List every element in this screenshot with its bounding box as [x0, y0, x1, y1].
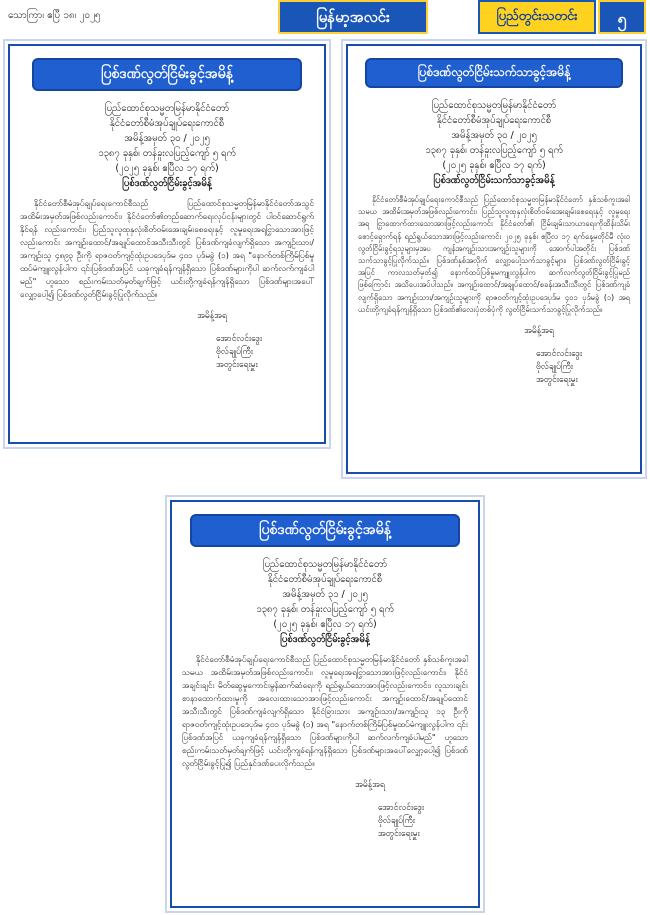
notice-order-30-reduction	[346, 44, 642, 474]
notice-body: နိုင်ငံတော်စီမံအုပ်ချုပ်ရေးကောင်စီသည် ပြည်ထောင်စုသမ္မတမြန်မာနိုင်ငံတော် နှစ်သစ်ကူးအခါသမယ အထိမ်းအမှတ်အဖြစ်လည်းကောင်း၊ လူမှုရေးအရငြှာသောအားဖြင့်လည်းကောင်း၊ နိုင်ငံအချင်းချင်း မိတ်ဆွေမှုကောင်းမွန်ဆက်ဆံရေးကို ရည်ရွယ်သောအားဖြင့်လည်းကောင်း၊ လူသားချင်းစာနာထောက်ထားမှုကို အလေးထားသောအားဖြင့်လည်းကောင်း အကျဉ်းထောင်/အချုပ်ထောင်အသီးသီးတွင် ပြစ်ဒဏ်ကျခံလျက်ရှိသော နိုင်ငံခြားသား အကျဉ်းသား/အကျဉ်းသူ ၁၃ ဦးကို ရာဇဝတ်ကျင့်ထုံးဥပဒေပုဒ်မ ၄၀၁ ပုဒ်မခွဲ (၁) အရ "နောက်တစ်ကြိမ်ပြစ်မှုထပ်မံကျူးလွန်ပါက ၎င်းပြစ်ဒဏ်အပြင် ယခုကျခံရန်ကျန်ရှိသော ပြစ်ဒဏ်များကိုပါ ဆက်လက်ကျခံပါမည်" ဟူသော စည်းကမ်းသတ်မှတ်ချက်ဖြင့် ယင်းတို့ကျခံရန်ကျန်ရှိသော ပြစ်ဒဏ်များအပေါ်လျှော့ပေါ့၍ ပြစ်ဒဏ်လွတ်ငြိမ်းခွင့်ပြု၍ ပြည်နှင်ဒဏ်ပေးလိုက်သည်။	[182, 654, 468, 768]
order-by: အမိန့်အရ	[355, 780, 385, 790]
section-title: ပြည်တွင်းသတင်း	[478, 0, 596, 34]
ref-line: ပြစ်ဒဏ်လွတ်ငြိမ်းခွင့်အမိန့်	[280, 634, 370, 645]
order-by: အမိန့်အရ	[524, 326, 554, 337]
signatory-title: အတွင်းရေးမှူး	[536, 375, 578, 386]
notice-order-31	[170, 500, 480, 908]
notice-banner: ပြစ်ဒဏ်လွတ်ငြိမ်းခွင့်အမိန့်	[32, 58, 302, 91]
ref-line: ပြစ်ဒဏ်လွတ်ငြိမ်းခွင့်အမိန့်	[122, 178, 212, 189]
signature-block	[358, 348, 630, 387]
notice-reference	[358, 98, 630, 188]
signatory-name: အောင်လင်းဒွေး	[378, 803, 425, 813]
page-number: ၅	[598, 0, 646, 34]
signatory-rank: ဗိုလ်ချုပ်ကြီး	[216, 347, 253, 357]
ref-line: အမိန့်အမှတ် ၃၀ / ၂၀၂၅	[124, 133, 210, 144]
ref-line: ၁၃၈၇ ခုနှစ်၊ တန်ခူးလပြည့်ကျော် ၅ ရက်	[256, 604, 394, 615]
newspaper-header	[0, 0, 650, 36]
ref-line: (၂၀၂၅ ခုနှစ်၊ ဧပြီလ ၁၇ ရက်)	[115, 163, 219, 174]
notice-body: နိုင်ငံတော်စီမံအုပ်ချုပ်ရေးကောင်စီသည် ပြည်ထောင်စုသမ္မတမြန်မာနိုင်ငံတော်အသွင် အထိမ်းအမှတ်အဖြစ်လည်းကောင်း၊ နိုင်ငံတော်၏တည်ဆောက်ရေးလုပ်ငန်းများတွင် ပါဝင်ဆောင်ရွက်နိုင်ရန် လည်းကောင်း၊ ပြည်သူလူထုနှလုံးစိတ်ဝမ်းအေးချမ်းစေရေးနှင့် လူမှုရေးအရငြှာသောအားဖြင့် လည်းကောင်း အကျဉ်းထောင်/အချုပ်ထောင်အသီးသီးတွင် ပြစ်ဒဏ်ကျခံလျက်ရှိသော အကျဉ်းသား/အကျဉ်းသူ ၄၈၉၃ ဦးကို ရာဇဝတ်ကျင့်ထုံးဥပဒေပုဒ်မ ၄၀၁ ပုဒ်မခွဲ (၁) အရ "နောက်တစ်ကြိမ်ပြစ်မှု ထပ်မံကျူးလွန်ပါက ၎င်းပြစ်ဒဏ်အပြင် ယခုကျခံရန်ကျန်ရှိသော ပြစ်ဒဏ်များကိုပါ ဆက်လက်ကျခံပါမည်" ဟူသော စည်းကမ်းသတ်မှတ်ချက်ဖြင့် ယင်းတို့ကျခံရန်ကျန်ရှိသော ပြစ်ဒဏ်များအပေါ် လျှော့ပေါ့၍ ပြစ်ဒဏ်လွတ်ငြိမ်းခွင့်ပြုလိုက်သည်။	[20, 198, 314, 299]
signatory-name: အောင်လင်းဒွေး	[216, 334, 263, 344]
signatory-rank: ဗိုလ်ချုပ်ကြီး	[536, 362, 573, 373]
ref-line: နိုင်ငံတော်စီမံအုပ်ချုပ်ရေးကောင်စီ	[267, 574, 383, 585]
ref-line: ၁၃၈၇ ခုနှစ်၊ တန်ခူးလပြည့်ကျော် ၅ ရက်	[425, 145, 563, 156]
notice-body: နိုင်ငံတော်စီမံအုပ်ချုပ်ရေးကောင်စီသည် ပြည်ထောင်စုသမ္မတမြန်မာနိုင်ငံတော် နှစ်သစ်ကူးအခါသမယ အထိမ်းအမှတ်အဖြစ်လည်းကောင်း၊ ပြည်သူလူထုနှလုံးစိတ်ဝမ်းအေးချမ်းစေရေးနှင့် လူမှုရေးအရ ငြှာထောက်ထားသောအားဖြင့်လည်းကောင်း နိုင်ငံတော်၏ ငြိမ်းချမ်းသာယာရေးကိုထိန်းသိမ်းစောင့်ရှောက်ရန် ရည်ရွယ်သောအားဖြင့်လည်းကောင်း ၂၀၂၅ ခုနှစ်၊ ဧပြီလ ၁၇ ရက်နေ့မတိုင်မီ လုံးဝလွတ်ငြိမ်းခွင့်ရသူများမှအပ ကျန်အကျဉ်းသားအကျဉ်းသူများကို အောက်ပါအတိုင်း ပြစ်ဒဏ်သက်သာခွင့်ပြုလိုက်သည်။ ပြစ်ဒဏ်နှစ်အလိုက် လျှော့ပေါ့သက်သာခွင့်များ၊ ပြစ်ဒဏ်လွတ်ငြိမ်းခွင့်အပြင် ကာလသတ်မှတ်၍ နောက်ထပ်ပြစ်မှုမကျူးလွန်ပါက ဆက်လက်လွတ်ငြိမ်းခွင့်ပြုမည်ဖြစ်ကြောင်း အသိပေးအပ်ပါသည်။ အကျဉ်းထောင်/အချုပ်ထောင်/စခန်းအသီးသီးတွင် ပြစ်ဒဏ်ကျခံလျက်ရှိသော အကျဉ်းသား/အကျဉ်းသူများကို ရာဇဝတ်ကျင့်ထုံးဥပဒေပုဒ်မ ၄၀၁ ပုဒ်မခွဲ (၁) အရ ယင်းတို့ကျခံရန်ကျန်ရှိသော ပြစ်ဒဏ်၏လေးပုံတစ်ပုံကို လွတ်ငြိမ်းသက်သာခွင့်ပြုလိုက်သည်။	[358, 195, 630, 314]
ref-line: အမိန့်အမှတ် ၃၁ / ၂၀၂၅	[282, 589, 368, 600]
ref-line: အမိန့်အမှတ် ၃၀ / ၂၀၂၅	[451, 130, 537, 141]
newspaper-logo: မြန်မာ့အလင်း	[278, 0, 428, 34]
signatory-title: အတွင်းရေးမှူး	[378, 829, 420, 839]
ref-line: နိုင်ငံတော်စီမံအုပ်ချုပ်ရေးကောင်စီ	[436, 115, 552, 126]
ref-line: (၂၀၂၅ ခုနှစ်၊ ဧပြီလ ၁၇ ရက်)	[442, 160, 546, 171]
signatory-title: အတွင်းရေးမှူး	[216, 360, 258, 370]
ref-line: ပြည်ထောင်စုသမ္မတမြန်မာနိုင်ငံတော်	[105, 103, 229, 114]
notice-reference	[20, 101, 314, 191]
ref-line: (၂၀၂၅ ခုနှစ်၊ ဧပြီလ ၁၇ ရက်)	[273, 619, 377, 630]
ref-line: ပြည်ထောင်စုသမ္မတမြန်မာနိုင်ငံတော်	[432, 100, 556, 111]
issue-date: သောကြာ၊ ဧပြီ ၁၈၊ ၂၀၂၅	[8, 10, 101, 21]
signatory-rank: ဗိုလ်ချုပ်ကြီး	[378, 816, 415, 826]
signature-block	[20, 333, 314, 372]
signature-block	[182, 802, 468, 841]
signatory-name: အောင်လင်းဒွေး	[536, 349, 583, 360]
notice-reference	[182, 557, 468, 647]
ref-line: နိုင်ငံတော်စီမံအုပ်ချုပ်ရေးကောင်စီ	[109, 118, 225, 129]
ref-line: ပြည်ထောင်စုသမ္မတမြန်မာနိုင်ငံတော်	[263, 559, 387, 570]
order-by: အမိန့်အရ	[197, 311, 227, 321]
notice-banner: ပြစ်ဒဏ်လွတ်ငြိမ်းခွင့်အမိန့်	[190, 514, 460, 547]
ref-line: ၁၃၈၇ ခုနှစ်၊ တန်ခူးလပြည့်ကျော် ၅ ရက်	[98, 148, 236, 159]
notice-order-30	[8, 44, 326, 444]
notice-banner: ပြစ်ဒဏ်လွတ်ငြိမ်းသက်သာခွင့်အမိန့်	[365, 58, 623, 88]
ref-line: ပြစ်ဒဏ်လွတ်ငြိမ်းသက်သာခွင့်အမိန့်	[433, 175, 555, 186]
